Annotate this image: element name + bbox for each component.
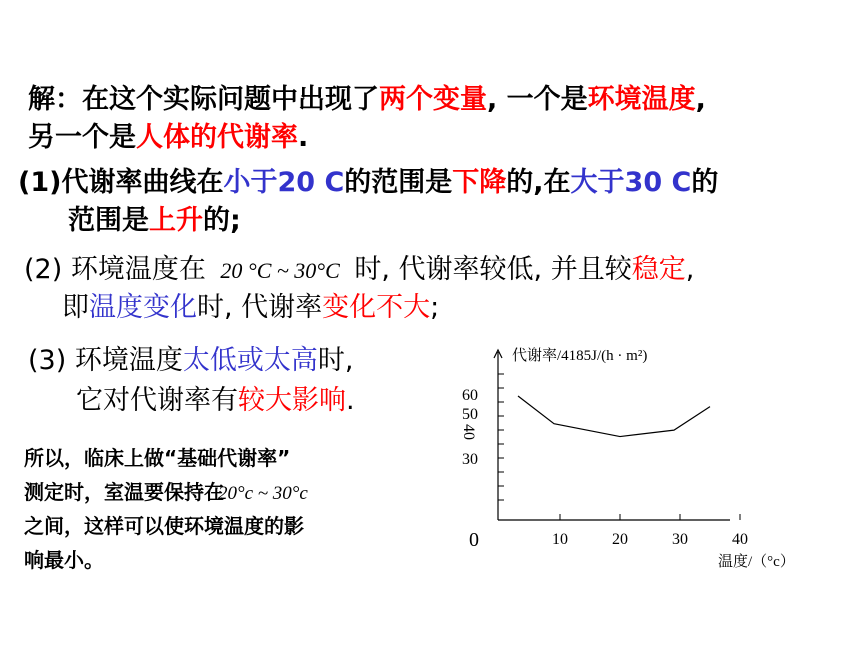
point-3-line-2: [76, 383, 355, 419]
text-segment: 环境温度: [587, 84, 696, 115]
text-segment: .: [298, 122, 309, 153]
x-tick-label: 30: [672, 531, 688, 548]
text-segment: 范围是: [68, 205, 149, 236]
text-segment: ,: [685, 254, 695, 285]
text-segment: 小于20 C: [223, 167, 345, 198]
point-2-line-1: [24, 252, 694, 289]
metabolism-curve: [518, 396, 710, 437]
x-tick-label: 40: [732, 531, 748, 548]
metabolism-chart: [430, 330, 830, 580]
text-segment: 即: [62, 292, 89, 323]
text-segment: 的;: [203, 205, 241, 236]
text-segment: , 一个是: [487, 84, 588, 115]
x-axis-label: 温度/（°c）: [718, 554, 795, 570]
text-segment: (1)代谢率曲线在: [18, 167, 224, 198]
y-tick-label: 60: [462, 387, 478, 404]
text-segment: 两个变量: [379, 84, 487, 115]
y-tick-label: 30: [462, 451, 478, 468]
y-tick-label: 50: [462, 406, 478, 423]
note-line-2-text: 测定时，室温要保持在: [24, 480, 224, 504]
text-segment: 变化不大: [322, 292, 431, 323]
text-segment: 它对代谢率有: [76, 385, 238, 416]
text-segment: 较大影响: [238, 385, 346, 416]
note-line-1: 所以，临床上做“基础代谢率”: [24, 446, 291, 470]
text-segment: ;: [430, 292, 440, 323]
text-segment: 的: [691, 167, 719, 198]
text-segment: 时,: [317, 345, 354, 376]
y-tick-label: 40: [460, 424, 477, 440]
point-2-line-2: [62, 290, 439, 326]
text-segment: 太低或太高: [182, 345, 318, 376]
x-tick-label: 20: [612, 531, 628, 548]
note-line-4: 响最小。: [24, 548, 104, 572]
text-segment: 的,在: [506, 167, 571, 198]
text-segment: 人体的代谢率: [136, 122, 298, 153]
text-segment: (3) 环境温度: [28, 345, 183, 376]
intro-line-2: [28, 120, 308, 156]
text-segment: 上升: [149, 205, 203, 236]
point-2-temp-range: 20 °C ~ 30°C: [220, 258, 340, 283]
text-segment: 温度变化: [89, 292, 197, 323]
text-segment: 时, 代谢率较低, 并且较: [354, 254, 632, 285]
text-segment: 解：在这个实际问题中出现了: [28, 84, 379, 115]
text-segment: 下降: [452, 167, 507, 198]
text-segment: 的范围是: [344, 167, 453, 198]
text-segment: 稳定: [631, 254, 686, 285]
point-2-suffix: [354, 254, 694, 285]
note-line-2: [24, 476, 308, 510]
text-segment: .: [346, 385, 355, 416]
x-tick-label: 10: [552, 531, 568, 548]
intro-line-1: [28, 82, 706, 118]
point-1-line-1: [18, 165, 718, 201]
text-segment: ,: [695, 84, 706, 115]
y-axis-label: 代谢率/4185J/(h · m²): [512, 348, 648, 364]
point-3-line-1: [28, 343, 353, 379]
point-1-line-2: [68, 203, 241, 239]
text-segment: 大于30 C: [570, 167, 692, 198]
text-segment: 另一个是: [28, 122, 136, 153]
note-line-3: 之间，这样可以使环境温度的影: [24, 514, 304, 538]
origin-label: 0: [469, 529, 479, 551]
note-temp-range: 20°c ~ 30°c: [218, 483, 308, 504]
point-2-prefix: (2) 环境温度在: [24, 254, 206, 285]
text-segment: 时, 代谢率: [197, 292, 323, 323]
